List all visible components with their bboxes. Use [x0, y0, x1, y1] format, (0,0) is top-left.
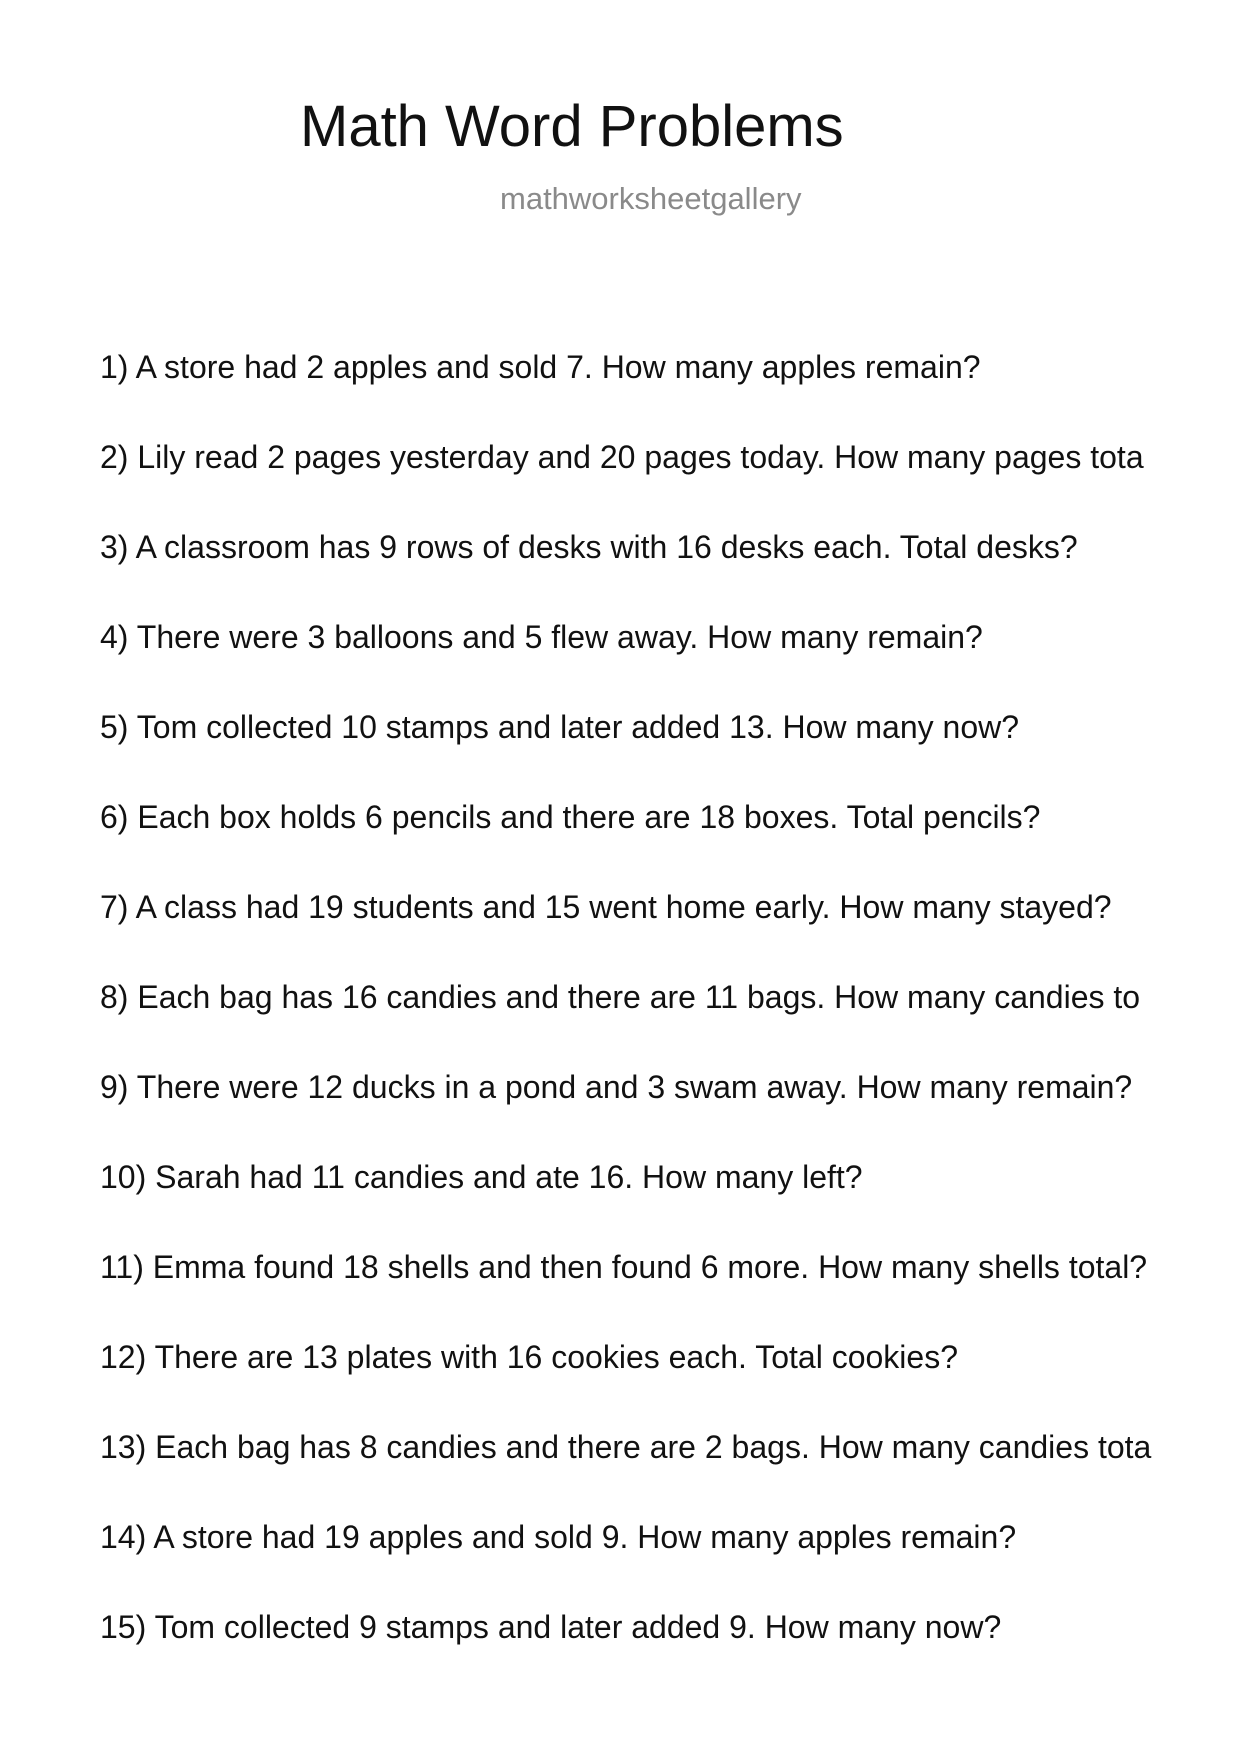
problem-item: 10) Sarah had 11 candies and ate 16. How many left? [100, 1161, 863, 1195]
problem-item: 9) There were 12 ducks in a pond and 3 swam away. How many remain? [100, 1071, 1133, 1105]
problem-item: 8) Each bag has 16 candies and there are 11 bags. How many candies to [100, 981, 1141, 1015]
problem-item: 12) There are 13 plates with 16 cookies each. Total cookies? [100, 1341, 958, 1375]
problem-item: 5) Tom collected 10 stamps and later added 13. How many now? [100, 711, 1020, 745]
problem-item: 1) A store had 2 apples and sold 7. How many apples remain? [100, 351, 981, 385]
problem-item: 11) Emma found 18 shells and then found 6 more. How many shells total? [100, 1251, 1148, 1285]
problem-item: 3) A classroom has 9 rows of desks with 16 desks each. Total desks? [100, 531, 1078, 565]
problem-item: 2) Lily read 2 pages yesterday and 20 pages today. How many pages tota [100, 441, 1144, 475]
worksheet-title: Math Word Problems [300, 94, 844, 159]
problem-item: 13) Each bag has 8 candies and there are 2 bags. How many candies tota [100, 1431, 1152, 1465]
problem-item: 14) A store had 19 apples and sold 9. How many apples remain? [100, 1521, 1017, 1555]
problem-item: 15) Tom collected 9 stamps and later added 9. How many now? [100, 1611, 1002, 1645]
problem-item: 6) Each box holds 6 pencils and there are 18 boxes. Total pencils? [100, 801, 1041, 835]
problem-item: 4) There were 3 balloons and 5 flew away. How many remain? [100, 621, 983, 655]
problem-list [100, 351, 1240, 1701]
worksheet-source: mathworksheetgallery [500, 181, 802, 216]
problem-item: 7) A class had 19 students and 15 went home early. How many stayed? [100, 891, 1112, 925]
